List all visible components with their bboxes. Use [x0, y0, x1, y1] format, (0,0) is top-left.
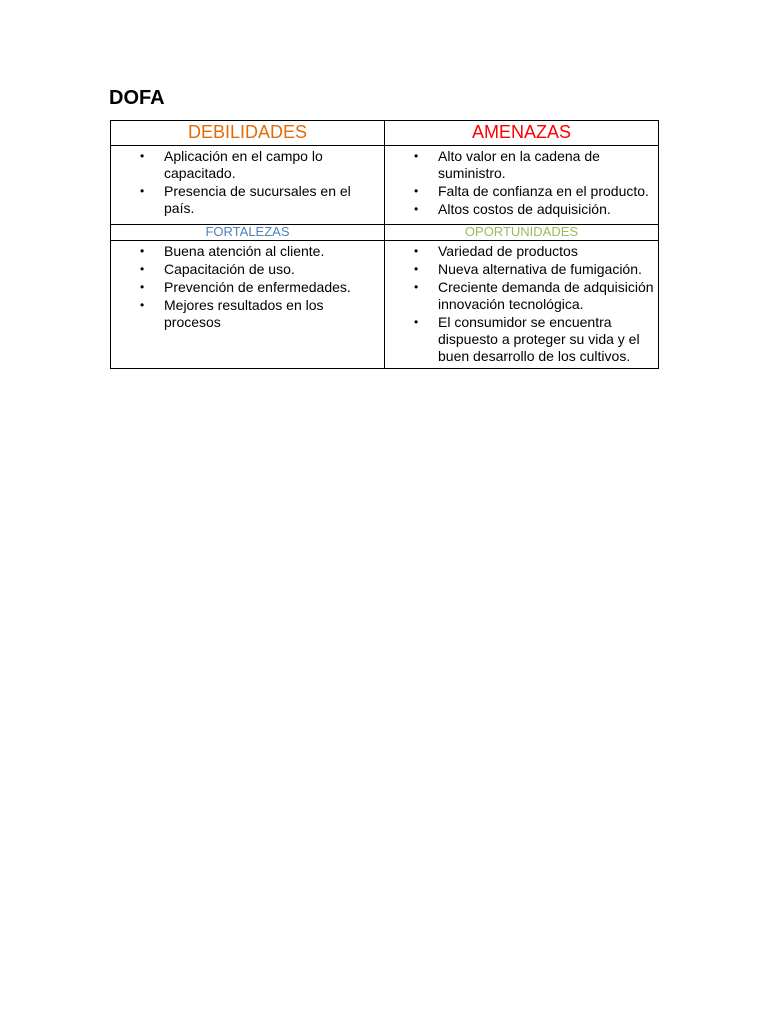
list-item — [385, 148, 654, 182]
list-item — [385, 243, 654, 260]
list-item — [385, 314, 654, 365]
content-row-top — [111, 146, 659, 225]
list-item-text: El consumidor se encuentra dispuesto a proteger su vida y el buen desarrollo de los cultivos. — [438, 314, 640, 364]
oportunidades-list — [385, 241, 658, 368]
oportunidades-header: OPORTUNIDADES — [385, 225, 659, 241]
fortalezas-header: FORTALEZAS — [111, 225, 385, 241]
header-row-top — [111, 121, 659, 146]
content-row-bottom — [111, 241, 659, 369]
list-item — [385, 183, 654, 200]
bullet-icon: • — [140, 298, 145, 312]
bullet-icon: • — [140, 149, 145, 163]
list-item-text: Alto valor en la cadena de suministro. — [438, 148, 600, 181]
fortalezas-list — [111, 241, 384, 334]
page-title: DOFA — [109, 87, 165, 109]
list-item-text: Prevención de enfermedades. — [164, 279, 351, 295]
amenazas-cell — [385, 146, 659, 225]
bullet-icon: • — [414, 262, 419, 276]
bullet-icon: • — [140, 262, 145, 276]
bullet-icon: • — [414, 315, 419, 329]
oportunidades-cell — [385, 241, 659, 369]
list-item-text: Creciente demanda de adquisición innovación tecnológica. — [438, 279, 654, 312]
list-item-text: Mejores resultados en los procesos — [164, 297, 324, 330]
list-item — [111, 243, 380, 260]
list-item — [385, 279, 654, 313]
list-item — [111, 297, 380, 331]
list-item — [111, 148, 380, 182]
dofa-table — [110, 120, 659, 369]
debilidades-cell — [111, 146, 385, 225]
bullet-icon: • — [414, 184, 419, 198]
list-item-text: Altos costos de adquisición. — [438, 201, 611, 217]
bullet-icon: • — [414, 202, 419, 216]
debilidades-list — [111, 146, 384, 220]
fortalezas-cell — [111, 241, 385, 369]
list-item-text: Capacitación de uso. — [164, 261, 295, 277]
list-item-text: Buena atención al cliente. — [164, 243, 325, 259]
list-item — [385, 201, 654, 218]
list-item — [385, 261, 654, 278]
bullet-icon: • — [140, 184, 145, 198]
list-item — [111, 183, 380, 217]
header-row-bottom — [111, 225, 659, 241]
list-item-text: Variedad de productos — [438, 243, 578, 259]
list-item-text: Falta de confianza en el producto. — [438, 183, 649, 199]
list-item — [111, 279, 380, 296]
amenazas-list — [385, 146, 658, 221]
bullet-icon: • — [140, 244, 145, 258]
bullet-icon: • — [414, 244, 419, 258]
list-item-text: Presencia de sucursales en el país. — [164, 183, 351, 216]
list-item — [111, 261, 380, 278]
bullet-icon: • — [414, 280, 419, 294]
list-item-text: Nueva alternativa de fumigación. — [438, 261, 642, 277]
bullet-icon: • — [414, 149, 419, 163]
debilidades-header: DEBILIDADES — [111, 121, 385, 146]
bullet-icon: • — [140, 280, 145, 294]
list-item-text: Aplicación en el campo lo capacitado. — [164, 148, 323, 181]
amenazas-header: AMENAZAS — [385, 121, 659, 146]
